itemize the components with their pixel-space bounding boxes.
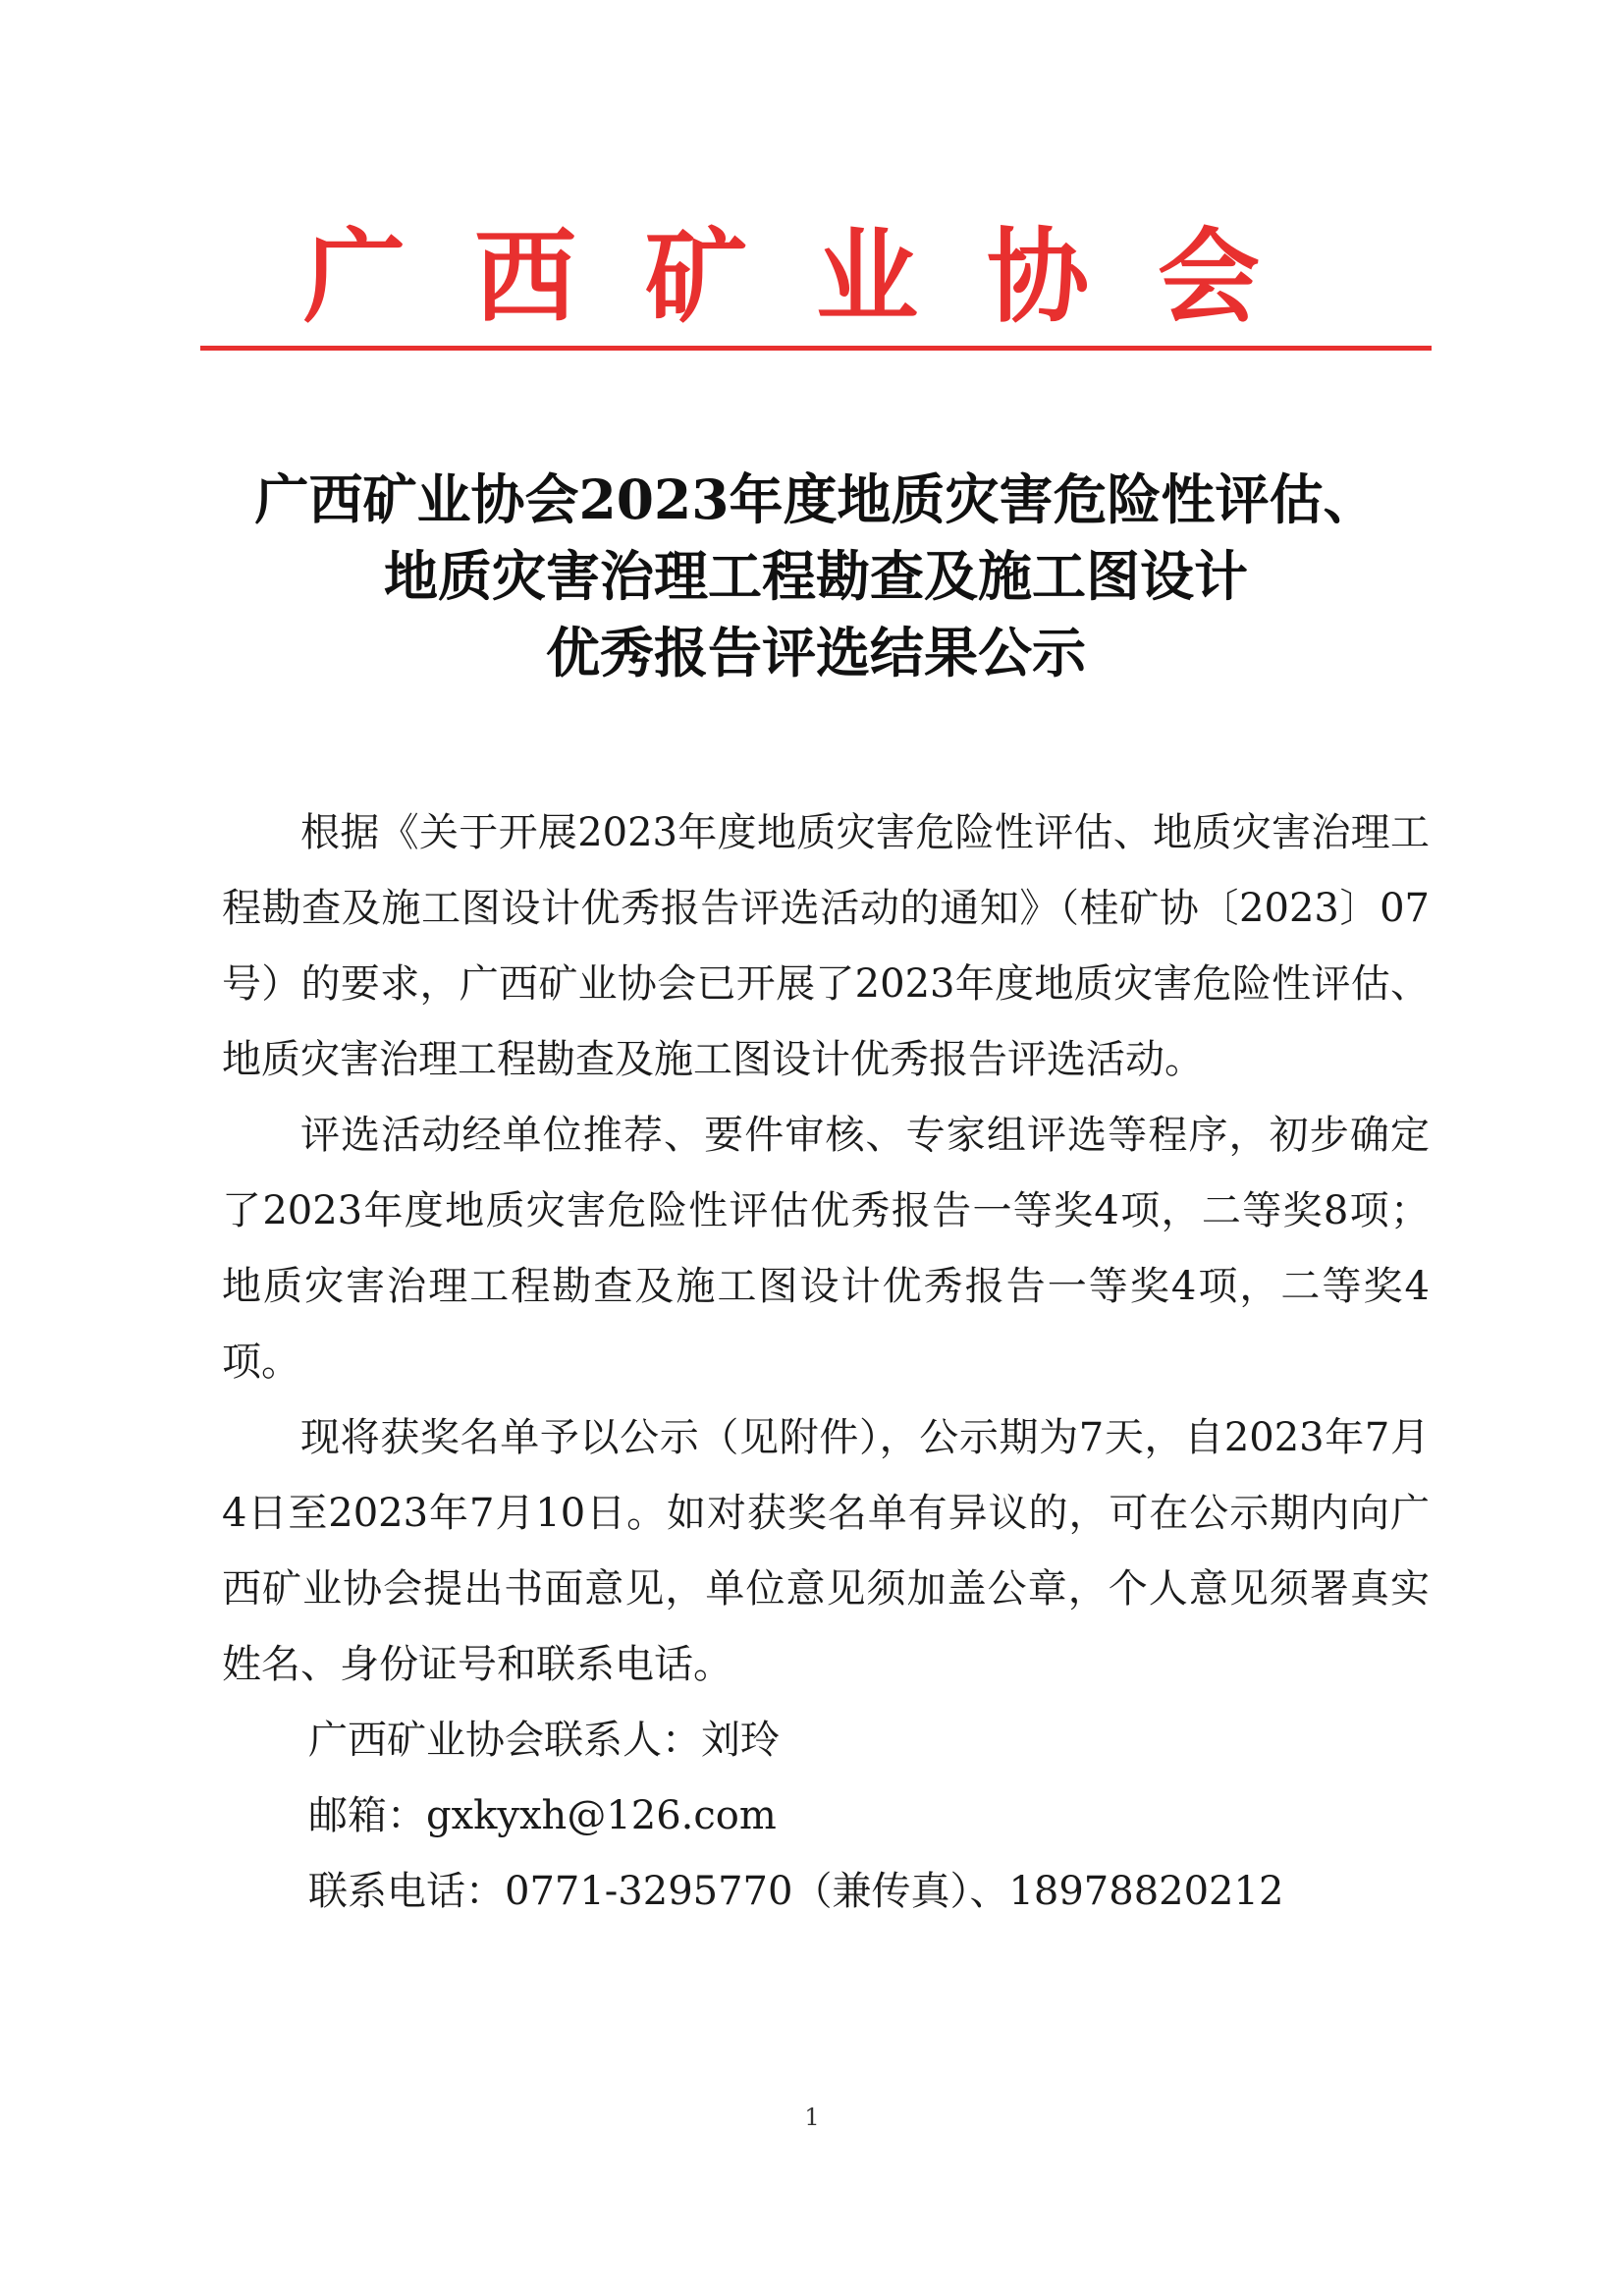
title-line-3: 优秀报告评选结果公示 [545,621,1086,684]
paragraph-publicity: 现将获奖名单予以公示（见附件），公示期为7天，自2023年7月4日至2023年7月10日。如对获奖名单有异议的，可在公示期内向广西矿业协会提出书面意见，单位意见须加盖公章，个人意见须署真实姓名、身份证号和联系电话。 [222,1415,1430,1687]
contact-phone: 联系电话：0771-3295770（兼传真）、18978820212 [308,1869,1284,1914]
title-line-2: 地质灾害治理工程勘查及施工图设计 [383,544,1248,608]
contact-email: 邮箱：gxkyxh@126.com [308,1793,777,1838]
page-number: 1 [804,2104,820,2131]
paragraph-results: 评选活动经单位推荐、要件审核、专家组评选等程序，初步确定了2023年度地质灾害危险性评估优秀报告一等奖4项，二等奖8项；地质灾害治理工程勘查及施工图设计优秀报告一等奖4项，二等奖4项。 [222,1113,1430,1385]
document-title [200,462,1432,691]
title-line-1: 广西矿业协会2023年度地质灾害危险性评估、 [254,467,1378,531]
paragraph-basis: 根据《关于开展2023年度地质灾害危险性评估、地质灾害治理工程勘查及施工图设计优秀报告评选活动的通知》（桂矿协〔2023〕07号）的要求，广西矿业协会已开展了2023年度地质灾害危险性评估、地质灾害治理工程勘查及施工图设计优秀报告评选活动。 [222,810,1430,1082]
document-body [222,795,1430,1930]
org-header: 广西矿业协会 [302,216,1328,337]
header-red-rule [200,346,1432,351]
contact-person: 广西矿业协会联系人：刘玲 [308,1718,780,1763]
